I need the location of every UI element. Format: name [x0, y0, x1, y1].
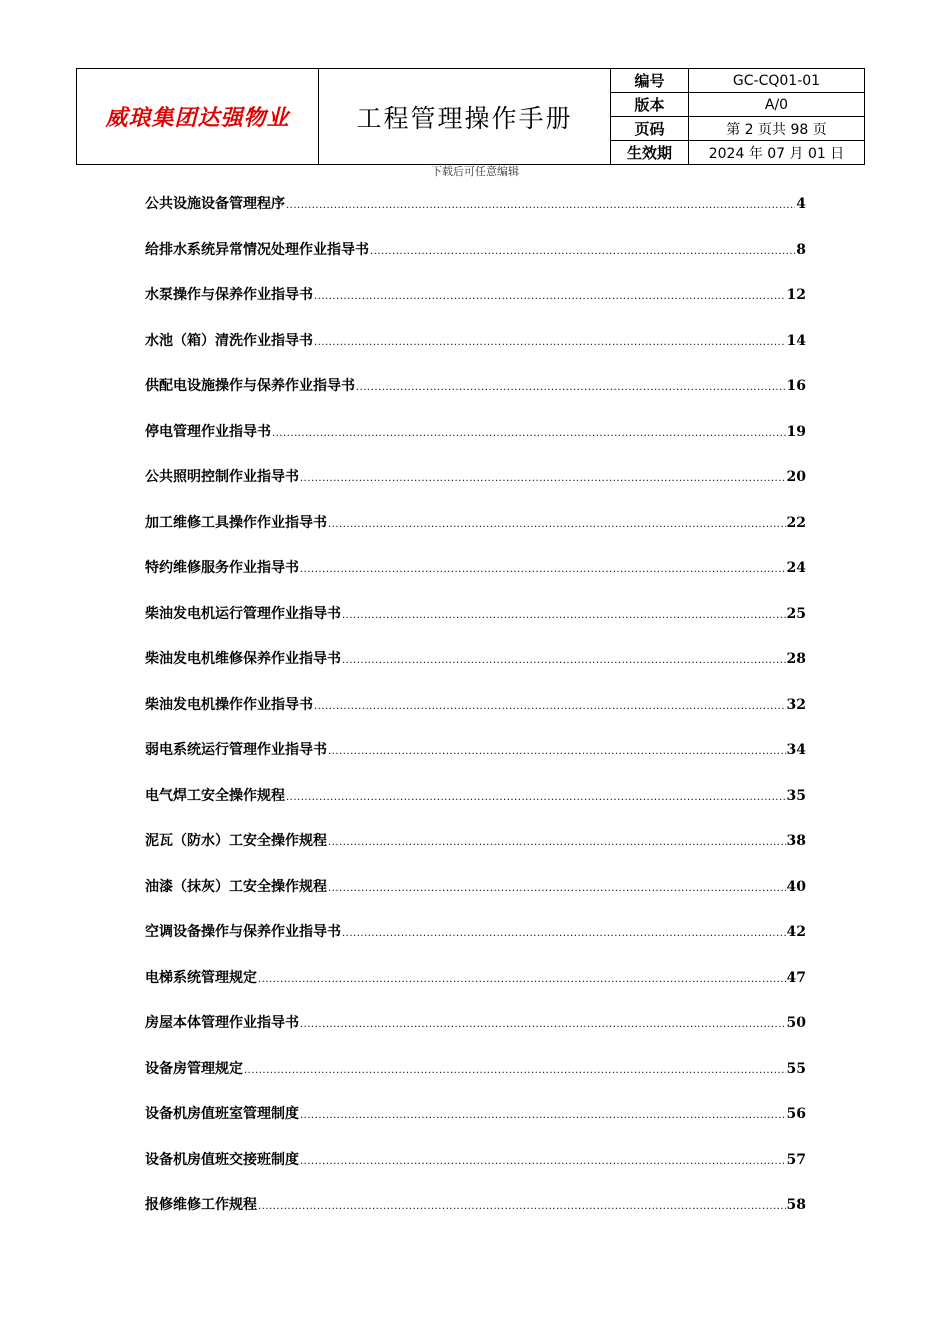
toc-entry-page: 34: [786, 742, 806, 758]
toc-entry-title: 给排水系统异常情况处理作业指导书: [145, 241, 369, 258]
toc-entry-page: 57: [786, 1151, 806, 1168]
toc-entry[interactable]: [145, 920, 806, 966]
toc-entry[interactable]: [145, 420, 806, 466]
toc-entry[interactable]: [145, 829, 806, 875]
toc-entry-page: 47: [786, 969, 806, 986]
toc-entry-title: 设备机房值班室管理制度: [145, 1106, 299, 1122]
toc-dot-leader: [300, 1104, 786, 1128]
toc-entry-title: 电梯系统管理规定: [145, 969, 257, 986]
toc-entry-page: 25: [786, 605, 806, 622]
toc-entry-page: 24: [786, 560, 806, 576]
toc-dot-leader: [328, 740, 786, 764]
version-label: 版本: [611, 93, 689, 117]
toc-entry-title: 空调设备操作与保养作业指导书: [145, 924, 341, 940]
toc-entry-page: 32: [786, 696, 806, 713]
toc-entry-title: 水池（箱）清洗作业指导书: [145, 332, 313, 349]
toc-entry[interactable]: [145, 966, 806, 1012]
toc-entry[interactable]: [145, 556, 806, 602]
toc-dot-leader: [314, 331, 786, 355]
toc-entry[interactable]: [145, 1011, 806, 1057]
toc-entry-page: 28: [786, 651, 806, 667]
toc-entry-title: 公共照明控制作业指导书: [145, 469, 299, 485]
toc-dot-leader: [258, 968, 786, 992]
toc-dot-leader: [272, 422, 786, 446]
toc-entry[interactable]: [145, 283, 806, 329]
toc-entry-title: 特约维修服务作业指导书: [145, 560, 299, 576]
toc-entry-page: 12: [786, 287, 806, 303]
table-of-contents: [145, 192, 806, 1239]
toc-dot-leader: [328, 831, 786, 855]
toc-entry-title: 柴油发电机维修保养作业指导书: [145, 651, 341, 667]
toc-entry[interactable]: [145, 465, 806, 511]
toc-entry[interactable]: [145, 192, 806, 238]
toc-entry-title: 供配电设施操作与保养作业指导书: [145, 378, 355, 394]
toc-dot-leader: [286, 786, 786, 810]
toc-entry-page: 50: [786, 1015, 806, 1031]
toc-entry[interactable]: [145, 738, 806, 784]
toc-dot-leader: [328, 513, 786, 537]
toc-entry-page: 42: [786, 924, 806, 940]
toc-dot-leader: [342, 604, 786, 628]
toc-dot-leader: [356, 376, 786, 400]
toc-entry-page: 22: [786, 514, 806, 531]
toc-entry-title: 泥瓦（防水）工安全操作规程: [145, 833, 327, 849]
toc-dot-leader: [300, 558, 786, 582]
version-value: A/0: [689, 93, 865, 117]
toc-dot-leader: [342, 922, 786, 946]
code-label: 编号: [611, 69, 689, 93]
toc-entry-title: 加工维修工具操作作业指导书: [145, 514, 327, 531]
toc-entry-title: 报修维修工作规程: [145, 1197, 257, 1213]
page-label: 页码: [611, 117, 689, 141]
toc-dot-leader: [314, 285, 786, 309]
toc-entry-title: 停电管理作业指导书: [145, 423, 271, 440]
page-value: 第 2 页共 98 页: [689, 117, 865, 141]
toc-entry-title: 柴油发电机操作作业指导书: [145, 696, 313, 713]
toc-entry[interactable]: [145, 647, 806, 693]
toc-entry-title: 柴油发电机运行管理作业指导书: [145, 605, 341, 622]
toc-entry[interactable]: [145, 238, 806, 284]
toc-entry[interactable]: [145, 784, 806, 830]
toc-entry-title: 设备机房值班交接班制度: [145, 1151, 299, 1168]
document-title: 工程管理操作手册: [319, 69, 611, 165]
toc-entry-page: 14: [786, 332, 806, 349]
effective-date-label: 生效期: [611, 141, 689, 165]
toc-entry[interactable]: [145, 1193, 806, 1239]
toc-entry-page: 56: [786, 1106, 806, 1122]
toc-entry[interactable]: [145, 1148, 806, 1194]
toc-entry-page: 20: [786, 469, 806, 485]
toc-entry-title: 弱电系统运行管理作业指导书: [145, 742, 327, 758]
toc-entry-page: 55: [786, 1060, 806, 1077]
toc-dot-leader: [300, 1013, 786, 1037]
toc-entry-page: 8: [796, 241, 806, 258]
company-name: 威琅集团达强物业: [77, 69, 319, 165]
toc-entry-title: 水泵操作与保养作业指导书: [145, 287, 313, 303]
toc-entry[interactable]: [145, 511, 806, 557]
toc-entry-page: 16: [786, 378, 806, 394]
toc-entry-title: 公共设施设备管理程序: [145, 196, 285, 212]
toc-dot-leader: [300, 1150, 786, 1174]
toc-dot-leader: [300, 467, 786, 491]
toc-dot-leader: [244, 1059, 786, 1083]
document-header: [76, 68, 865, 165]
toc-entry[interactable]: [145, 1102, 806, 1148]
toc-dot-leader: [286, 194, 795, 218]
toc-dot-leader: [342, 649, 786, 673]
toc-entry-page: 38: [786, 833, 806, 849]
toc-entry-page: 58: [786, 1197, 806, 1213]
toc-entry[interactable]: [145, 1057, 806, 1103]
toc-entry[interactable]: [145, 875, 806, 921]
toc-entry-page: 40: [786, 878, 806, 895]
code-value: GC-CQ01-01: [689, 69, 865, 93]
toc-entry-title: 油漆（抹灰）工安全操作规程: [145, 878, 327, 895]
toc-dot-leader: [328, 877, 786, 901]
toc-entry-title: 房屋本体管理作业指导书: [145, 1015, 299, 1031]
toc-dot-leader: [258, 1195, 786, 1219]
toc-entry[interactable]: [145, 602, 806, 648]
effective-date-value: 2024 年 07 月 01 日: [689, 141, 865, 165]
toc-entry-page: 19: [786, 423, 806, 440]
toc-entry[interactable]: [145, 374, 806, 420]
toc-dot-leader: [370, 240, 795, 264]
toc-entry[interactable]: [145, 329, 806, 375]
download-note: 下载后可任意编辑: [431, 165, 519, 178]
toc-entry[interactable]: [145, 693, 806, 739]
toc-dot-leader: [314, 695, 786, 719]
toc-entry-page: 4: [796, 196, 806, 212]
toc-entry-page: 35: [786, 787, 806, 804]
toc-entry-title: 设备房管理规定: [145, 1060, 243, 1077]
toc-entry-title: 电气焊工安全操作规程: [145, 787, 285, 804]
